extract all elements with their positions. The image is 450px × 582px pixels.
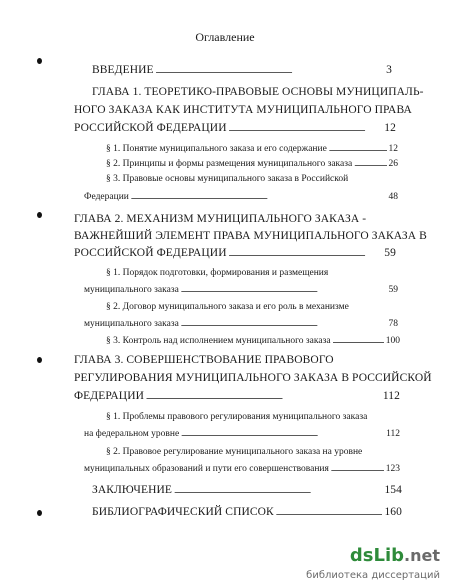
logo-part-net: .net [404,546,440,565]
toc-entry-label: ВВЕДЕНИЕ [92,64,154,76]
section-3-1-line-1: § 1. Проблемы правового регулирования муниципального заказа [106,412,368,422]
toc-entry-label: на федеральном уровне [84,429,180,439]
section-3-1-line-2 [84,429,400,439]
chapter-3-line-3 [74,390,400,402]
chapter-1-line-1: ГЛАВА 1. ТЕОРЕТИКО-ПРАВОВЫЕ ОСНОВЫ МУНИЦИПАЛЬ- [92,86,424,98]
section-2-3 [106,336,400,346]
leader-dots [181,319,387,329]
leader-dots [331,464,384,474]
toc-entry-label: Федерации [84,192,129,202]
chapter-3-line-2: РЕГУЛИРОВАНИЯ МУНИЦИПАЛЬНОГО ЗАКАЗА В РОССИЙСКОЙ [74,372,432,384]
chapter-2-line-3 [74,247,396,259]
toc-entry-bibliography [92,506,402,518]
leader-dots [156,64,384,76]
toc-page-number: 100 [385,336,400,346]
toc-entry-label: муниципального заказа [84,285,179,295]
margin-bullet-1 [37,58,42,64]
section-1-2 [106,159,398,169]
leader-dots [229,247,383,259]
page-title: Оглавление [195,30,255,44]
toc-page-number: 160 [384,506,402,518]
chapter-1-line-3 [74,122,396,134]
toc-page-number: 48 [388,192,398,202]
section-2-2-line-2 [84,319,398,329]
toc-entry-label: муниципального заказа [84,319,179,329]
dslib-logo [350,545,440,566]
margin-bullet-4 [37,510,42,516]
toc-entry-conclusion [92,484,402,496]
section-3-2-line-2 [84,464,400,474]
logo-part-lib: Lib [373,545,405,566]
toc-entry-intro [92,64,392,76]
section-1-1 [106,144,398,154]
chapter-2-line-1: ГЛАВА 2. МЕХАНИЗМ МУНИЦИПАЛЬНОГО ЗАКАЗА - [74,213,367,225]
toc-page-number: 112 [386,429,400,439]
leader-dots [333,336,384,346]
toc-entry-label: § 3. Контроль над исполнением муниципального заказа [106,336,331,346]
toc-entry-label: ЗАКЛЮЧЕНИЕ [92,484,173,496]
leader-dots [276,506,383,518]
leader-dots [354,159,386,169]
toc-entry-label: муниципальных образований и пути его совершенствования [84,464,329,474]
toc-page-number: 112 [382,390,400,402]
leader-dots [131,192,387,202]
toc-page-number: 78 [388,319,398,329]
toc-entry-label: § 2. Принципы и формы размещения муниципального заказа [106,159,353,169]
watermark-logo [350,545,440,566]
leader-dots [229,122,383,134]
toc-page-number: 123 [385,464,400,474]
margin-bullet-2 [37,212,42,218]
section-2-2-line-1: § 2. Договор муниципального заказа и его роль в механизме [106,302,349,312]
leader-dots [174,484,382,496]
toc-page-number: 154 [384,484,402,496]
toc-page-number: 12 [388,144,398,154]
leader-dots [329,144,387,154]
watermark-subtitle: библиотека диссертаций [306,570,440,581]
chapter-3-line-1: ГЛАВА 3. СОВЕРШЕНСТВОВАНИЕ ПРАВОВОГО [74,354,334,366]
toc-page-number: 26 [388,159,398,169]
section-1-3-line-1: § 3. Правовые основы муниципального заказа в Российской [106,174,349,184]
toc-page-number: 59 [388,285,398,295]
chapter-1-line-2: НОГО ЗАКАЗА КАК ИНСТИТУТА МУНИЦИПАЛЬНОГО ПРАВА [74,104,412,116]
toc-entry-label: РОССИЙСКОЙ ФЕДЕРАЦИИ [74,122,227,134]
chapter-2-line-2: ВАЖНЕЙШИЙ ЭЛЕМЕНТ ПРАВА МУНИЦИПАЛЬНОГО ЗАКАЗА В [74,230,427,242]
toc-page-number: 12 [384,122,396,134]
section-3-2-line-1: § 2. Правовое регулирование муниципального заказа на уровне [106,447,363,457]
toc-entry-label: § 1. Понятие муниципального заказа и его содержание [106,144,327,154]
logo-part-ds: ds [349,545,374,566]
section-2-1-line-1: § 1. Порядок подготовки, формирования и размещения [106,268,329,278]
toc-entry-label: ФЕДЕРАЦИИ [74,390,145,402]
leader-dots [181,285,387,295]
toc-page-number: 3 [386,64,392,76]
leader-dots [181,429,384,439]
section-2-1-line-2 [84,285,398,295]
margin-bullet-3 [37,357,42,363]
section-1-3-line-2 [84,192,398,202]
leader-dots [146,390,381,402]
toc-entry-label: БИБЛИОГРАФИЧЕСКИЙ СПИСОК [92,506,274,518]
toc-page-number: 59 [384,247,396,259]
toc-entry-label: РОССИЙСКОЙ ФЕДЕРАЦИИ [74,247,227,259]
